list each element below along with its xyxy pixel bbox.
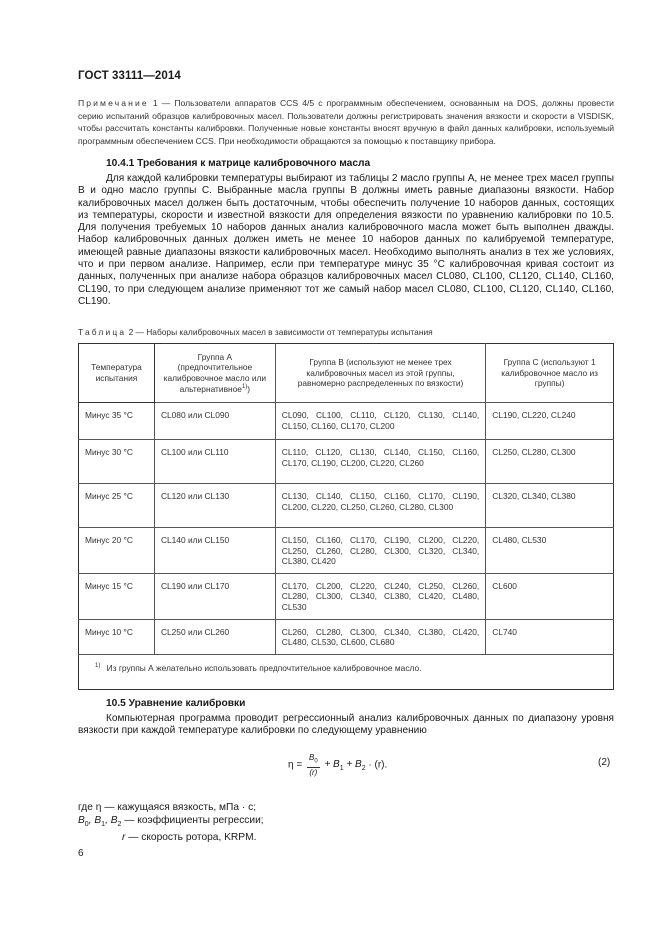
row-group-a: CL120 или CL130 — [160, 491, 230, 501]
table-row — [79, 484, 614, 528]
row-group-b: CL170, CL200, CL220, CL240, CL250, CL260, CL280, CL300, CL340, CL380, CL420, CL480, CL530 — [281, 580, 480, 612]
section-10-4-1-paragraph: Для каждой калибровки температуры выбирают из таблицы 2 масло группы А, не менее трех масел группы В и одно масло группы С. Выбранные масла группы В должны иметь равные диапазоны вязкости. Набор калибровочных масел должен быть достаточным, чтобы обеспечить получение 10 наборов данных, состоящих из температуры, скорости и известной вязкости для определения вязкости по уравнению калибровки по 10.5. Для получения требуемых 10 наборов данных анализ калибровочного масла может быть выполнен дважды. Набор калибровочных данных должен иметь не менее 10 наборов данных по калибруемой температуре, имеющей равные диапазоны вязкости калибровочных масел. Необходимо выполнять анализ в тех же условиях, что и при первом анализе. Например, если при температуре минус 35 °С калибровочная кривая состоит из данных, полученных при анализе набора образцов калибровочных масел CL080, CL100, CL120, CL140, CL160, CL190, то при следующем анализе применяют тот же самый набор масел CL080, CL100, CL120, CL140, CL160, CL190. — [78, 173, 614, 307]
page-number: 6 — [78, 848, 84, 859]
row-group-b: CL130, CL140, CL150, CL160, CL170, CL190, CL200, CL220, CL250, CL260, CL280, CL300 — [281, 491, 480, 512]
header-temperature: Температура испытания — [79, 344, 155, 403]
row-group-a: CL190 или CL170 — [160, 580, 230, 591]
formula-denominator: (r) — [309, 767, 318, 777]
table-caption-label: Таблица — [78, 327, 127, 337]
row-temp: Минус 20 °С — [85, 535, 133, 545]
row-group-a: CL080 или CL090 — [160, 410, 230, 420]
note-1 — [78, 97, 614, 147]
row-group-c: CL320, CL340, CL380 — [492, 491, 576, 501]
row-group-a: CL100 или CL110 — [160, 447, 229, 457]
table-footnote-mark: 1) — [95, 662, 101, 669]
formula-lhs: η = — [288, 759, 303, 771]
table-row — [79, 528, 614, 574]
table-caption-text: 2 — Наборы калибровочных масел в зависимости от температуры испытания — [126, 327, 433, 337]
table-footnote-text: Из группы А желательно использовать предпочтительное калибровочное масло. — [106, 662, 422, 673]
table-row — [79, 573, 614, 619]
table-header-row — [79, 344, 614, 403]
table-2-caption — [78, 327, 433, 337]
row-group-b: CL260, CL280, CL300, CL340, CL380, CL420, CL480, CL530, CL600, CL680 — [281, 626, 480, 648]
header-group-b: Группа В (используют не менее трех калибровочных масел из этой группы, равномерно распределенных по вязкости) — [275, 344, 485, 403]
row-group-b: CL110, CL120, CL130, CL140, CL150, CL160, CL170, CL190, CL200, CL220, CL260 — [281, 447, 480, 468]
row-group-a: CL140 или CL150 — [160, 535, 230, 545]
formula-legend — [78, 802, 264, 844]
formula-tail: · (r). — [368, 759, 388, 771]
section-10-5-heading: 10.5 Уравнение калибровки — [106, 698, 246, 709]
note-text: 1 — Пользователи аппаратов CCS 4/5 с программным обеспечением, основанным на DOS, должны провести серию испытаний образцов калибровочных масел. Пользователи должны регистрировать значения вязкости и скорости в VISDISK, чтобы рассчитать константы калибровки. Полученные новые константы вносят вручную в файл данных калибровки, используемый программным обеспечением CCS. При необходимости обращаются за помощью к поставщику прибора. — [78, 98, 614, 146]
row-group-c: CL250, CL280, CL300 — [492, 447, 576, 457]
row-group-a: CL250 или CL260 — [160, 626, 230, 637]
table-row — [79, 619, 614, 654]
note-label: Примечание — [78, 98, 149, 108]
header-group-c: Группа С (используют 1 калибровочное масло из группы) — [486, 344, 614, 403]
row-temp: Минус 15 °С — [85, 580, 133, 591]
legend-line-coefficients: $B_0$, $B_1$, $B_2$ — коэффициенты регрессии; — [78, 814, 264, 828]
formula-numerator: $B_0$ — [307, 753, 320, 768]
table-row — [79, 403, 614, 440]
section-10-4-1-heading: 10.4.1 Требования к матрице калибровочного масла — [106, 158, 371, 169]
row-group-c: CL480, CL530 — [492, 535, 547, 545]
row-temp: Минус 25 °С — [85, 491, 133, 501]
table-footnote-row — [79, 654, 614, 689]
group-a-footnote-mark: 1) — [241, 383, 248, 390]
row-group-c: CL190, CL220, CL240 — [492, 410, 576, 420]
legend-line-eta: где η — кажущаяся вязкость, мПа · с; — [78, 802, 257, 813]
formula-b2: + $B_2$ — [346, 759, 366, 773]
row-group-c: CL600 — [492, 580, 517, 591]
document-header: ГОСТ 33111—2014 — [78, 70, 181, 82]
formula-b1: + $B_1$ — [324, 759, 344, 773]
row-temp: Минус 35 °С — [85, 410, 133, 420]
header-group-a — [154, 344, 275, 403]
row-temp: Минус 30 °С — [85, 447, 133, 457]
legend-line-rotor-speed: r — скорость ротора, KRPM. — [122, 831, 257, 843]
row-temp: Минус 10 °С — [85, 626, 133, 637]
row-group-b: CL150, CL160, CL170, CL190, CL200, CL220, CL250, CL260, CL280, CL300, CL320, CL340, CL380, CL420 — [281, 535, 480, 567]
row-group-c: CL740 — [492, 626, 517, 637]
calibration-equation — [288, 753, 387, 777]
row-group-b: CL090, CL100, CL110, CL120, CL130, CL140, CL150, CL160, CL170, CL200 — [281, 410, 480, 431]
formula-fraction — [307, 753, 320, 777]
formula-number: (2) — [598, 757, 611, 768]
group-a-tail: ) — [247, 383, 251, 394]
section-10-5-paragraph: Компьютерная программа проводит регрессионный анализ калибровочных данных по диапазону уровня вязкости при каждой температуре калибровки по следующему уравнению — [78, 713, 614, 737]
group-a-text: Группа А (предпочтительное калибровочное масло или альтернативное — [163, 351, 267, 394]
table-row — [79, 440, 614, 484]
calibration-oil-table — [78, 343, 614, 690]
